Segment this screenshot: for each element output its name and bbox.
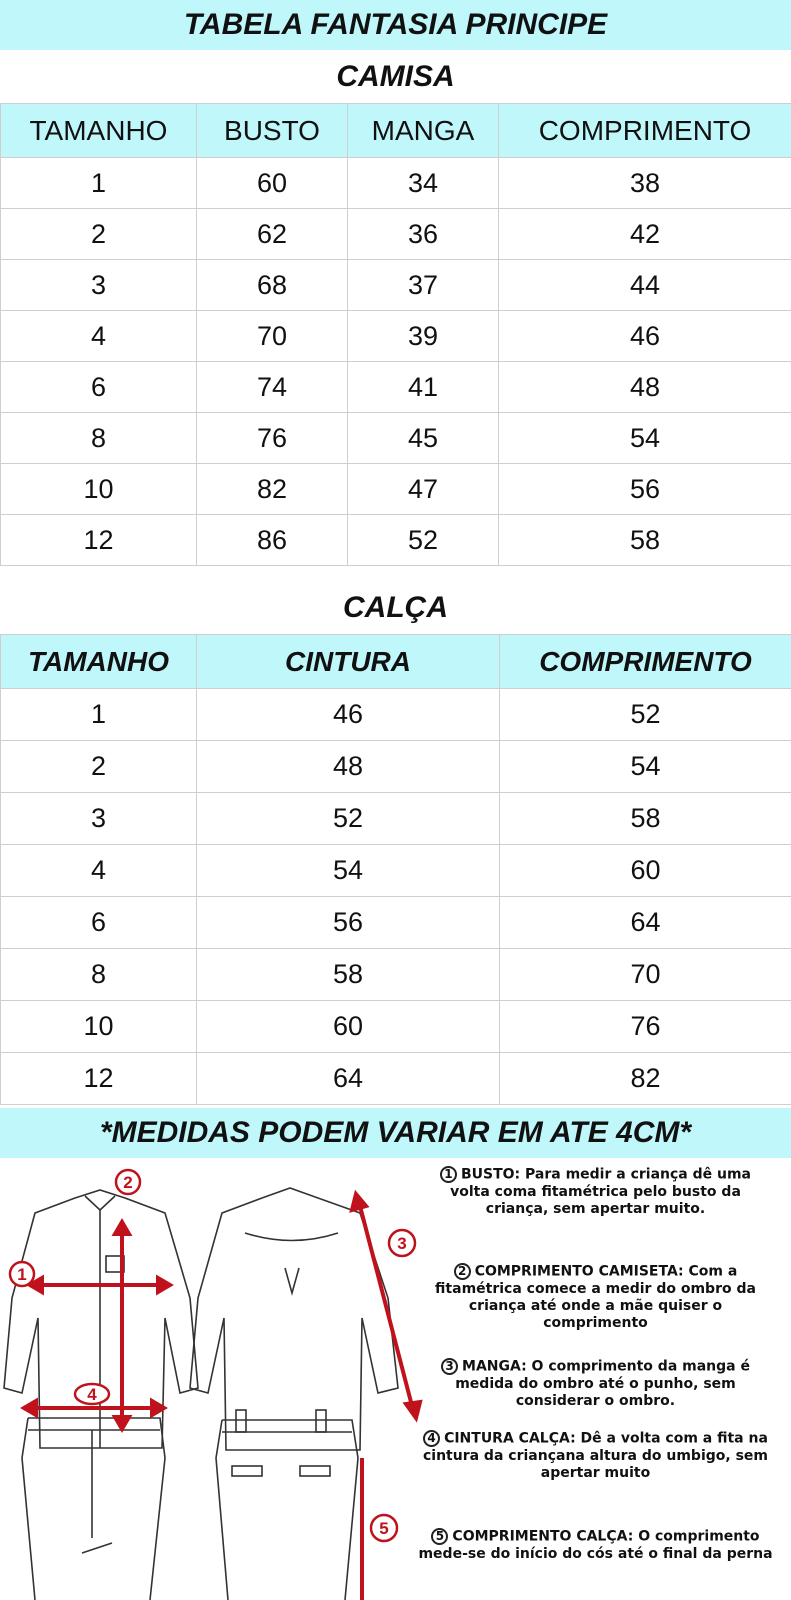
pants-row [1, 793, 791, 845]
pants-cell: 82 [500, 1053, 791, 1105]
shirt-cell: 47 [348, 464, 499, 515]
pants-cell: 46 [197, 689, 500, 741]
shirt-cell: 39 [348, 311, 499, 362]
shirt-row [1, 311, 791, 362]
shirt-cell: 68 [197, 260, 348, 311]
legend-bust-text: BUSTO: Para medir a criança dê uma volta coma fitamétrica pelo busto da criança, sem apertar muito. [450, 1166, 752, 1217]
shirt-heading: CAMISA [336, 60, 455, 93]
legend-waist [418, 1430, 773, 1482]
shirt-cell: 42 [499, 209, 791, 260]
shirt-cell: 44 [499, 260, 791, 311]
pants-cell: 64 [197, 1053, 500, 1105]
page-title: TABELA FANTASIA PRINCIPE [0, 0, 791, 50]
shirt-cell: 38 [499, 158, 791, 209]
shirt-cell: 76 [197, 413, 348, 464]
pants-col-waist: CINTURA [197, 635, 500, 689]
pants-cell: 60 [500, 845, 791, 897]
pants-cell: 60 [197, 1001, 500, 1053]
legend-waist-text: CINTURA CALÇA: Dê a volta com a fita na cintura da criançana altura do umbigo, sem apertar muito [422, 1430, 768, 1481]
shirt-header-row [1, 104, 791, 158]
shirt-cell: 58 [499, 515, 791, 566]
shirt-row [1, 158, 791, 209]
pants-cell: 4 [1, 845, 197, 897]
pants-cell: 12 [1, 1053, 197, 1105]
pants-cell: 1 [1, 689, 197, 741]
pants-cell: 76 [500, 1001, 791, 1053]
pants-header-row [1, 635, 791, 689]
pants-cell: 56 [197, 897, 500, 949]
pants-row [1, 949, 791, 1001]
pants-cell: 64 [500, 897, 791, 949]
shirt-table [0, 103, 791, 566]
shirt-row [1, 362, 791, 413]
legend-number-5: 5 [431, 1528, 448, 1545]
shirt-cell: 82 [197, 464, 348, 515]
pants-row [1, 897, 791, 949]
shirt-cell: 48 [499, 362, 791, 413]
pants-row [1, 741, 791, 793]
pants-cell: 3 [1, 793, 197, 845]
shirt-cell: 12 [1, 515, 197, 566]
pants-row [1, 845, 791, 897]
shirt-row [1, 260, 791, 311]
shirt-cell: 86 [197, 515, 348, 566]
shirt-cell: 41 [348, 362, 499, 413]
shirt-cell: 6 [1, 362, 197, 413]
pants-col-size: TAMANHO [1, 635, 197, 689]
shirt-row [1, 464, 791, 515]
pants-cell: 2 [1, 741, 197, 793]
pants-cell: 8 [1, 949, 197, 1001]
shirt-cell: 8 [1, 413, 197, 464]
marker-label-1: 1 [17, 1265, 27, 1284]
shirt-cell: 56 [499, 464, 791, 515]
shirt-cell: 3 [1, 260, 197, 311]
legend-sleeve [418, 1358, 773, 1410]
pants-cell: 54 [500, 741, 791, 793]
shirt-cell: 60 [197, 158, 348, 209]
pants-row [1, 1053, 791, 1105]
shirt-cell: 36 [348, 209, 499, 260]
pants-cell: 6 [1, 897, 197, 949]
legend-number-3: 3 [441, 1358, 458, 1375]
shirt-cell: 74 [197, 362, 348, 413]
shirt-cell: 54 [499, 413, 791, 464]
legend-shirt-length-text: COMPRIMENTO CAMISETA: Com a fitamétrica comece a medir do ombro da criança até onde a mãe quiser o comprimento [435, 1263, 756, 1331]
pants-cell: 58 [500, 793, 791, 845]
pants-cell: 10 [1, 1001, 197, 1053]
shirt-cell: 46 [499, 311, 791, 362]
pants-cell: 48 [197, 741, 500, 793]
pants-row [1, 1001, 791, 1053]
marker-label-3: 3 [397, 1234, 407, 1253]
pants-col-length: COMPRIMENTO [500, 635, 791, 689]
shirt-row [1, 515, 791, 566]
shirt-cell: 52 [348, 515, 499, 566]
marker-label-5: 5 [379, 1519, 389, 1538]
shirt-cell: 1 [1, 158, 197, 209]
shirt-cell: 34 [348, 158, 499, 209]
shirt-row [1, 209, 791, 260]
legend-number-2: 2 [454, 1263, 471, 1280]
pants-cell: 58 [197, 949, 500, 1001]
legend-bust [418, 1166, 773, 1218]
shirt-cell: 10 [1, 464, 197, 515]
shirt-cell: 37 [348, 260, 499, 311]
pants-cell: 54 [197, 845, 500, 897]
legend-number-4: 4 [423, 1430, 440, 1447]
shirt-col-length: COMPRIMENTO [499, 104, 791, 158]
variation-note: *MEDIDAS PODEM VARIAR EM ATE 4CM* [0, 1108, 791, 1158]
pants-cell: 52 [197, 793, 500, 845]
shirt-row [1, 413, 791, 464]
legend-shirt-length [418, 1263, 773, 1332]
legend-pants-length [418, 1528, 773, 1563]
pants-cell: 70 [500, 949, 791, 1001]
shirt-cell: 45 [348, 413, 499, 464]
shirt-col-size: TAMANHO [1, 104, 197, 158]
pants-cell: 52 [500, 689, 791, 741]
legend-sleeve-text: MANGA: O comprimento da manga é medida do ombro até o punho, sem considerar o ombro. [455, 1358, 750, 1409]
pants-table [0, 634, 791, 1105]
shirt-col-bust: BUSTO [197, 104, 348, 158]
legend-number-1: 1 [440, 1166, 457, 1183]
shirt-cell: 4 [1, 311, 197, 362]
marker-label-2: 2 [123, 1173, 133, 1192]
marker-label-4: 4 [87, 1385, 97, 1404]
legend-pants-length-text: COMPRIMENTO CALÇA: O comprimento mede-se do início do cós até o final da perna [418, 1528, 773, 1562]
shirt-col-sleeve: MANGA [348, 104, 499, 158]
pants-row [1, 689, 791, 741]
pants-front-outline [22, 1418, 165, 1600]
shirt-cell: 62 [197, 209, 348, 260]
shirt-cell: 2 [1, 209, 197, 260]
pants-heading: CALÇA [343, 591, 448, 624]
pants-back-outline [216, 1420, 358, 1600]
shirt-cell: 70 [197, 311, 348, 362]
